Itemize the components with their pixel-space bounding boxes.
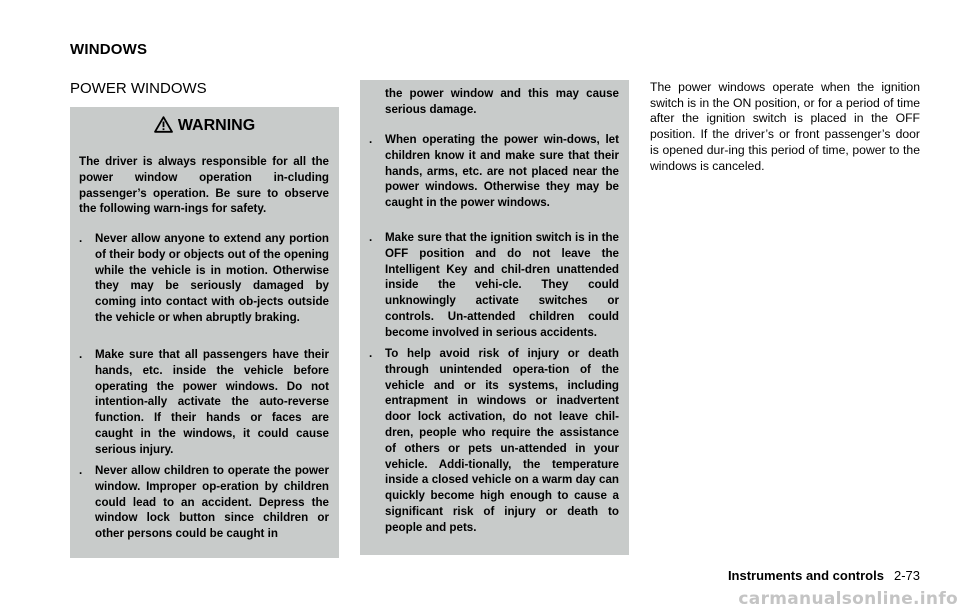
warning-continuation: the power window and this may cause serious damage. xyxy=(385,87,619,116)
body-paragraph: The power windows operate when the ignition switch is in the ON position, or for a period of time after the ignition switch is placed in the OFF position. If the driver’s or front passenger’s door is opened dur-ing this period of time, power to the windows is canceled. xyxy=(650,80,920,173)
section-title: WINDOWS xyxy=(70,41,148,58)
warning-bullet-6: To help avoid risk of injury or death through unintended opera-tion of the vehicle and or its systems, including entrapment in windows or inadvertent door lock activation, do not leave chil-dren, people who require the assistance of others or pets un-attended in your vehicle. Addi-tionally, the temperature inside a closed vehicle on a warm day can quickly become high enough to cause a significant risk of injury or death to people and pets. xyxy=(385,347,619,534)
warning-box-2 xyxy=(360,80,629,555)
warning-header-label: WARNING xyxy=(177,117,256,134)
page-footer xyxy=(728,568,920,583)
subheading: POWER WINDOWS xyxy=(70,80,207,97)
warning-bullet-1: Never allow anyone to extend any portion of their body or objects out of the opening while the vehicle is in motion. Otherwise they may be seriously damaged by coming into contact with ob-jects outside the vehicle or when abruptly braking. xyxy=(95,232,329,324)
bullet-marker: . xyxy=(79,348,83,361)
bullet-marker: . xyxy=(369,231,373,244)
warning-bullet-2: Make sure that all passengers have their hands, etc. inside the vehicle before operating the power windows. Do not intention-ally activate the auto-reverse function. If their hands or faces are caught in the windows, it could cause serious injury. xyxy=(95,348,329,456)
bullet-marker: . xyxy=(79,232,83,245)
warning-bullet-3: Never allow children to operate the power window. Improper op-eration by children could lead to an accident. Depress the window lock button since children or other persons could be caught in xyxy=(95,464,329,541)
bullet-marker: . xyxy=(369,133,373,146)
warning-intro: The driver is always responsible for all the power window operation in-cluding passenger’s operation. Be sure to observe the following warn-ings for safety. xyxy=(79,155,329,216)
warning-bullet-5: Make sure that the ignition switch is in the OFF position and do not leave the Intelligent Key and chil-dren unattended inside the vehi-cle. They could unknowingly activate switches or controls. Un-attended children could become involved in serious accidents. xyxy=(385,231,619,339)
bullet-marker: . xyxy=(369,347,373,360)
warning-box-1 xyxy=(70,107,339,558)
warning-header xyxy=(70,116,339,138)
bullet-marker: . xyxy=(79,464,83,477)
warning-bullet-4: When operating the power win-dows, let children know it and make sure that their hands, arms, etc. are not placed near the power windows. Otherwise they may be caught in the power windows. xyxy=(385,133,619,210)
page-number: 2-73 xyxy=(893,568,920,583)
watermark: carmanualsonline.info xyxy=(738,589,958,609)
warning-triangle-icon xyxy=(154,116,173,138)
footer-section-title: Instruments and controls xyxy=(727,568,884,583)
